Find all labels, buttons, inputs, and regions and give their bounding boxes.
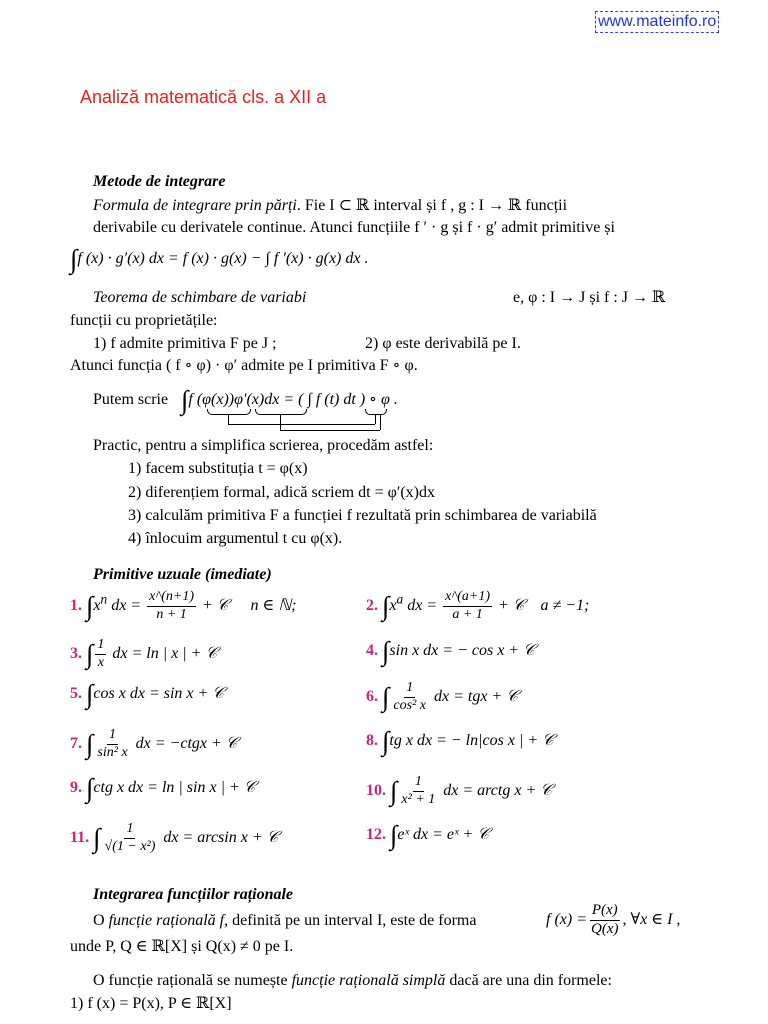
rational-paragraph-3: O funcție rațională se numește funcție rațională simplă dacă are una din formele: (93, 972, 612, 989)
item-number: 12. (366, 826, 386, 844)
primitives-heading: Primitive uzuale (imediate) (93, 566, 272, 583)
change-text-1: Teorema de schimbare de variabi (93, 289, 307, 306)
parts-text-2: derivabile cu derivatele continue. Atunci funcțiile f ′ · g și f · g′ admit primitive și (93, 219, 615, 236)
rational-paragraph-2: unde P, Q ∈ ℝ[X] și Q(x) ≠ 0 pe I. (70, 938, 294, 955)
integral-icon: ∫ (382, 726, 390, 756)
primitive-item: 4. ∫sin x dx = − cos x + 𝒞 (366, 636, 535, 666)
change-text-3: funcții cu proprietățile: (70, 312, 218, 329)
connector-line (280, 430, 380, 431)
item-number: 9. (70, 779, 82, 797)
item-number: 7. (70, 734, 82, 752)
underbrace-dx (255, 409, 307, 415)
item-number: 4. (366, 642, 378, 660)
item-number: 10. (366, 781, 386, 799)
methods-heading: Metode de integrare (93, 173, 226, 190)
connector-line (228, 414, 229, 424)
primitive-item: 2. $\int x^a$ dx = $\frac{x\^{}(a+1)}{a + 1}$ + 𝒞 a ≠ −1; (366, 589, 590, 622)
item-number: 8. (366, 732, 378, 750)
site-link[interactable]: www.mateinfo.ro (595, 11, 719, 33)
primitive-item: 1. $\int x^n$ dx = $\frac{x\^{}(n+1)}{n + 1}$ + 𝒞 n ∈ ℕ; (70, 589, 297, 622)
underbrace-phi (207, 409, 251, 415)
primitive-item: 12. ∫eˣ dx = eˣ + 𝒞 (366, 820, 489, 850)
rational-heading: Integrarea funcțiilor raționale (93, 886, 294, 903)
primitive-item: 5. ∫cos x dx = sin x + 𝒞 (70, 679, 224, 709)
integral-icon: ∫ (93, 822, 101, 853)
item-number: 11. (70, 828, 90, 846)
rational-paragraph-1: O funcție rațională f, definită pe un interval I, este de forma (93, 912, 477, 929)
integral-icon: ∫ (382, 681, 390, 712)
connector-line (228, 424, 375, 425)
write-formula-text: f (φ(x))φ′(x)dx = ( ∫ f (t) dt ) ∘ φ . (188, 391, 398, 409)
item-number: 5. (70, 685, 82, 703)
parts-paragraph (93, 195, 696, 217)
primitive-item: 6. ∫ $\frac{1}{\text{cos² x}}$ dx = tgx + 𝒞 (366, 680, 518, 713)
rational-paragraph-4: 1) f (x) = P(x), P ∈ ℝ[X] (70, 995, 232, 1012)
item-number: 1. (70, 596, 82, 614)
write-label: Putem scrie (93, 391, 169, 408)
integral-icon: ∫ (86, 728, 94, 759)
primitive-item: 7. ∫ $\frac{1}{\text{sin² x}}$ dx = −ctgx + 𝒞 (70, 727, 238, 760)
integral-icon: ∫ (86, 638, 94, 669)
condition-1: 1) f admite primitiva F pe J ; (93, 335, 277, 352)
integral-icon: ∫ (181, 385, 189, 415)
integral-icon: ∫ (70, 244, 78, 274)
integral-icon: ∫ (390, 775, 398, 806)
primitive-item: 11. ∫ $\frac{1}{\text{√(1 − x²)}}$ dx = arcsin x + 𝒞 (70, 821, 279, 854)
integral-icon: ∫ (86, 773, 94, 803)
step-1: 1) facem substituția t = φ(x) (128, 460, 308, 477)
course-title: Analiză matematică cls. a XII a (80, 87, 327, 107)
step-3: 3) calculăm primitiva F a funcției f rezultată prin schimbarea de variabilă (128, 507, 597, 524)
primitive-item: 3. ∫ $\frac{1}{x}$ dx = ln | x | + 𝒞 (70, 637, 218, 670)
parts-label: Formula de integrare prin părți (93, 197, 297, 214)
parts-text-1: . Fie I ⊂ ℝ interval și f , g : I → ℝ funcții (296, 197, 568, 214)
integral-icon: ∫ (86, 590, 94, 621)
step-2: 2) diferențiem formal, adică scriem dt = φ′(x)dx (128, 484, 435, 501)
primitive-item: 10. ∫ $\frac{1}{\text{x² + 1}}$ dx = arctg x + 𝒞 (366, 774, 552, 807)
connector-line (375, 414, 376, 424)
step-4: 4) înlocuim argumentul t cu φ(x). (128, 530, 343, 547)
rational-formula: f (x) = $\frac{P(x)}{Q(x)}$ , ∀x ∈ I , (546, 902, 681, 937)
integral-icon: ∫ (382, 636, 390, 666)
underbrace-dt (365, 409, 387, 415)
integral-icon: ∫ (86, 679, 94, 709)
change-text-2: e, φ : I → J și f : J → ℝ (513, 289, 666, 306)
item-number: 6. (366, 687, 378, 705)
connector-line (280, 414, 281, 430)
condition-2: 2) φ este derivabilă pe I. (365, 335, 521, 352)
item-number: 3. (70, 644, 82, 662)
then-text: Atunci funcția ( f ∘ φ) · φ′ admite pe I primitiva F ∘ φ. (70, 357, 418, 374)
primitive-item: 9. ∫ctg x dx = ln | sin x | + 𝒞 (70, 773, 256, 803)
connector-line (380, 414, 381, 430)
parts-formula (70, 246, 368, 273)
primitive-item: 8. ∫tg x dx = − ln|cos x | + 𝒞 (366, 726, 554, 756)
parts-formula-text: f (x) · g′(x) dx = f (x) · g(x) − ∫ f ′(x) · g(x) dx . (77, 250, 369, 268)
integral-icon: ∫ (390, 820, 398, 850)
item-number: 2. (366, 596, 378, 614)
practic-intro: Practic, pentru a simplifica scrierea, procedăm astfel: (93, 437, 434, 454)
integral-icon: ∫ (382, 590, 390, 621)
